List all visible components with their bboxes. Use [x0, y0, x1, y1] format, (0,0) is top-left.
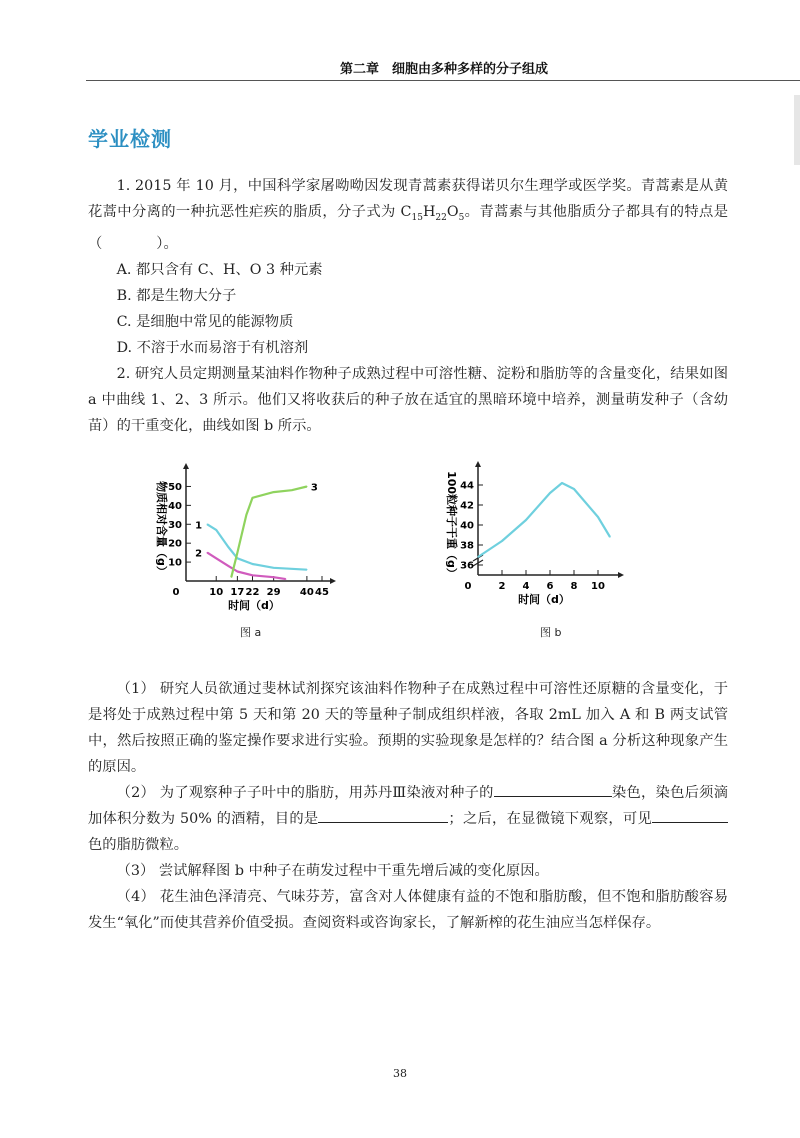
x-axis-label: 时间（d） — [228, 599, 280, 612]
data-point — [501, 540, 502, 541]
x-tick-label: 29 — [266, 587, 281, 598]
x-tick-label: 10 — [209, 587, 224, 598]
page-edge-tab — [794, 95, 800, 165]
option-c: C. 是细胞中常见的能源物质 — [116, 313, 294, 330]
y-tick-label: 42 — [460, 500, 474, 512]
x-tick-label: 8 — [570, 581, 578, 592]
chart-b — [438, 455, 638, 625]
data-point — [252, 563, 253, 564]
data-point — [609, 536, 610, 537]
x-axis-label: 时间（d） — [518, 593, 570, 606]
y-tick-label: 20 — [168, 538, 182, 550]
data-point — [228, 546, 229, 547]
data-point — [252, 575, 253, 576]
series-label: 2 — [195, 548, 203, 560]
option-a: A. 都只含有 C、H、O 3 种元素 — [116, 261, 323, 278]
data-point — [273, 567, 274, 568]
q1-text-c: ）。 — [156, 235, 178, 252]
data-point — [573, 488, 574, 489]
data-point — [228, 565, 229, 566]
formula: $C_{15}H_{22}O_5$ — [400, 204, 465, 223]
data-point — [237, 552, 238, 553]
y-tick-label: 44 — [460, 480, 474, 492]
x-axis-arrow — [330, 578, 336, 584]
option-d: D. 不溶于水而易溶于有机溶剂 — [116, 339, 309, 356]
option-b: B. 都是生物大分子 — [116, 287, 237, 304]
data-point — [285, 579, 286, 580]
data-point — [477, 556, 478, 557]
data-point — [273, 492, 274, 493]
question-1-stem — [88, 173, 728, 257]
page-number: 38 — [393, 1067, 407, 1080]
sub-question-3: （3） 尝试解释图 b 中种子在萌发过程中干重先增后减的变化原因。 — [116, 863, 549, 879]
sub-question-1: （1） 研究人员欲通过斐林试剂探究该油料作物种子在成熟过程中可溶性还原糖的含量变化，于是将处于成熟过程中第 5 天和第 20 天的等量种子制成组织样液，各取 2mL 加入 A 和 B 两支试管中，然后按照正确的鉴定操作要求进行实验。预期的实验现象是怎样的？结合图 a 分析这种现象产生的原因。 — [88, 681, 728, 775]
series-line-2 — [207, 553, 286, 580]
q1-text-b: 。青蒿素与其他脂质分子都具有的特点是（ — [88, 204, 729, 252]
x-tick-label: 40 — [299, 587, 314, 598]
question-2-subparts — [88, 676, 728, 936]
series-line-3 — [231, 487, 307, 578]
x-tick-label: 6 — [546, 581, 554, 592]
data-point — [207, 552, 208, 553]
x-tick-label: 2 — [498, 581, 506, 592]
data-point — [216, 529, 217, 530]
data-point — [216, 558, 217, 559]
chart-a-caption: 图 a — [240, 626, 262, 639]
y-tick-label: 50 — [168, 481, 182, 493]
x-tick-label: 0 — [172, 587, 180, 598]
data-point — [246, 514, 247, 515]
data-point — [597, 516, 598, 517]
data-point — [207, 524, 208, 525]
chart-a — [150, 455, 350, 625]
sub-question-4: （4） 花生油色泽清亮、气味芬芳，富含对人体健康有益的不饱和脂肪酸，但不饱和脂肪酸容易发生“氧化”而使其营养价值受损。查阅资料或咨询家长，了解新榨的花生油应当怎样保存。 — [88, 889, 728, 931]
q1-text-a: 1. 2015 年 10 月，中国科学家屠呦呦因发现青蒿素获得诺贝尔生理学或医学奖。青蒿素是从黄花蒿中分离的一种抗恶性疟疾的脂质，分子式为 — [88, 178, 728, 220]
y-axis-arrow — [183, 463, 189, 469]
question-1 — [88, 173, 728, 439]
data-point — [525, 519, 526, 520]
data-point — [291, 490, 292, 491]
y-axis-arrow — [475, 461, 481, 467]
x-tick-label: 45 — [315, 587, 329, 598]
fill-blank-3[interactable] — [652, 806, 728, 823]
x-tick-label: 17 — [230, 587, 245, 598]
fill-blank-1[interactable] — [494, 780, 612, 797]
fill-blank-2[interactable] — [318, 806, 448, 823]
x-tick-label: 22 — [245, 587, 260, 598]
x-axis-arrow — [618, 572, 624, 578]
y-axis-label: 100粒种子干重（g） — [445, 471, 458, 579]
data-point — [231, 577, 232, 578]
header-rule — [86, 80, 800, 81]
y-axis-label: 物质相对含量（g） — [155, 481, 168, 577]
y-tick-label: 10 — [168, 557, 182, 569]
y-tick-label: 40 — [168, 500, 182, 512]
y-tick-label: 36 — [460, 560, 474, 572]
y-tick-label: 38 — [460, 540, 474, 552]
series-line-干重 — [478, 483, 610, 557]
data-point — [306, 569, 307, 570]
data-point — [549, 492, 550, 493]
running-header: 第二章 细胞由多种多样的分子组成 — [339, 62, 548, 77]
question-2-stem: 2. 研究人员定期测量某油料作物种子成熟过程中可溶性糖、淀粉和脂肪等的含量变化，结果如图 a 中曲线 1、2、3 所示。他们又将收获后的种子放在适宜的黑暗环境中培养，测量萌发种子（含幼苗）的干重变化，曲线如图 b 所示。 — [88, 365, 728, 434]
chart-b-caption: 图 b — [540, 626, 562, 639]
y-tick-label: 30 — [168, 519, 182, 531]
data-point — [306, 486, 307, 487]
sub-question-2: （2） 为了观察种子子叶中的脂肪，用苏丹Ⅲ染液对种子的 染色，染色后须滴加体积分数为 50% 的酒精，目的是 ；之后，在显微镜下观察，可见色的脂肪微粒。 — [88, 780, 728, 858]
series-label: 1 — [195, 520, 203, 532]
data-point — [252, 497, 253, 498]
x-tick-label: 0 — [464, 581, 472, 592]
x-tick-label: 10 — [591, 581, 605, 592]
data-point — [273, 577, 274, 578]
data-point — [561, 482, 562, 483]
series-label: 3 — [310, 482, 318, 494]
x-tick-label: 4 — [522, 581, 530, 592]
data-point — [237, 571, 238, 572]
section-title: 学业检测 — [88, 127, 172, 151]
y-tick-label: 40 — [460, 520, 474, 532]
